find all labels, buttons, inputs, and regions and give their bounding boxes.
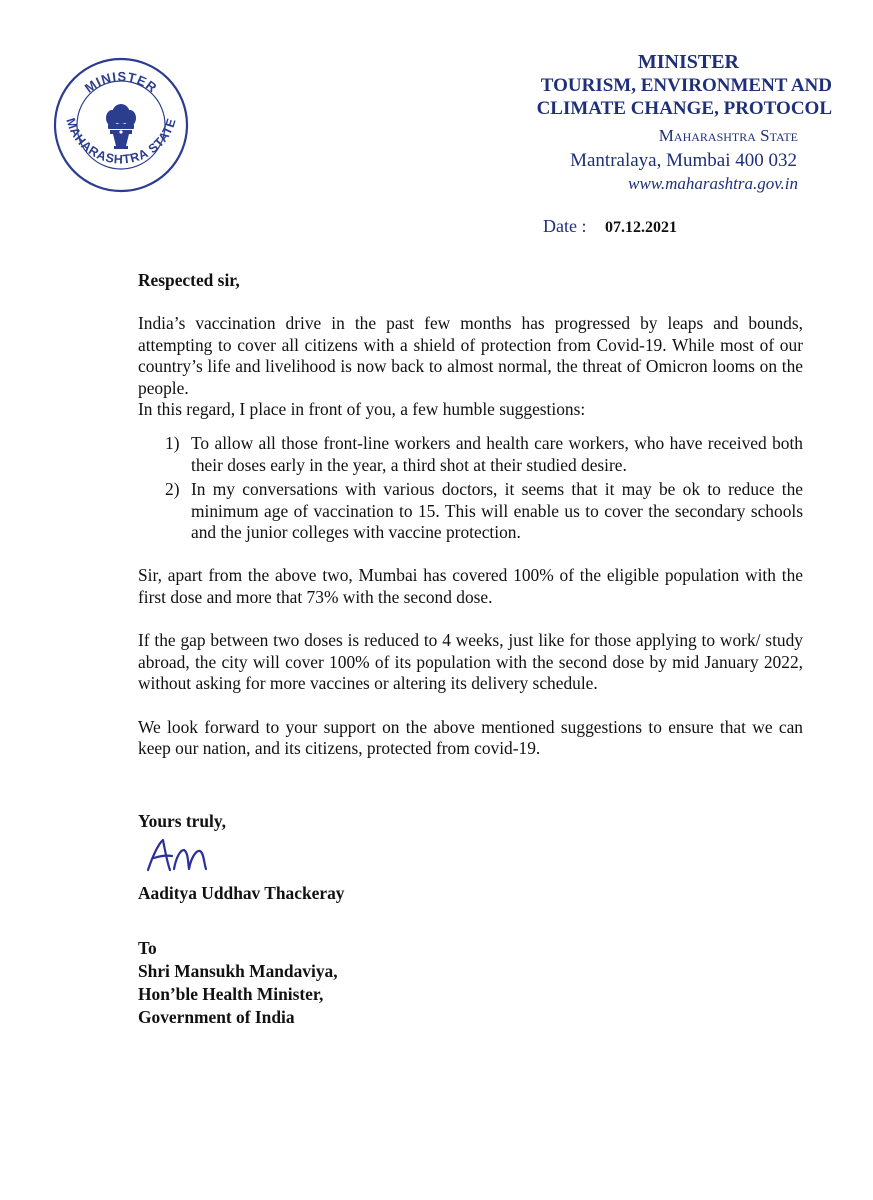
website: www.maharashtra.gov.in <box>628 174 798 193</box>
state-name: Maharashtra State <box>658 126 798 145</box>
lion-capital-icon <box>106 104 136 149</box>
closing-block <box>138 810 344 904</box>
paragraph-1: India’s vaccination drive in the past few months has progressed by leaps and bounds, attempting to cover all citizens with a shield of protection from Covid-19. While most of our country’s life and livelihood is now back to almost normal, the threat of Omicron looms on the people. <box>138 313 803 398</box>
recipient-title: Hon’ble Health Minister, <box>138 984 324 1004</box>
minister-seal <box>52 56 190 194</box>
date-row <box>543 215 677 239</box>
svg-text:MINISTER <box>82 69 160 96</box>
paragraph-3: Sir, apart from the above two, Mumbai has covered 100% of the eligible population with the first dose and more that 73% with the second dose. <box>138 565 803 607</box>
suggestions-list <box>138 433 803 543</box>
date-label: Date : <box>543 216 587 236</box>
signatory-name: Aaditya Uddhav Thackeray <box>138 883 345 903</box>
seal-text-bottom: MAHARASHTRA STATE <box>63 116 179 167</box>
office-address: Mantralaya, Mumbai 400 032 <box>570 150 797 171</box>
list-item <box>165 433 803 476</box>
list-item-number: 1) <box>165 433 180 454</box>
letterhead <box>472 50 832 195</box>
department-line-1: TOURISM, ENVIRONMENT AND <box>540 75 832 96</box>
recipient-to: To <box>138 938 157 958</box>
list-item-text: In my conversations with various doctors, it seems that it may be ok to reduce the minimum age of vaccination to 15. This will enable us to cover the secondary schools and the junior colleges with vaccine protection. <box>191 479 803 543</box>
list-item-text: To allow all those front-line workers and health care workers, who have received both their doses early in the year, a third shot at their studied desire. <box>191 433 803 475</box>
department-line-2: CLIMATE CHANGE, PROTOCOL <box>536 98 832 119</box>
seal-text-top: MINISTER <box>81 68 161 96</box>
recipient-name: Shri Mansukh Mandaviya, <box>138 961 338 981</box>
recipient-block <box>138 937 338 1029</box>
letter-body <box>138 270 803 759</box>
recipient-organization: Government of India <box>138 1007 295 1027</box>
salutation: Respected sir, <box>138 270 240 290</box>
seal-emblem-icon <box>52 56 190 194</box>
list-item <box>165 479 803 543</box>
paragraph-5: We look forward to your support on the above mentioned suggestions to ensure that we can keep our nation, and its citizens, protected from covid-19. <box>138 716 803 758</box>
paragraph-2: In this regard, I place in front of you, a few humble suggestions: <box>138 399 586 420</box>
date-value: 07.12.2021 <box>604 219 677 236</box>
list-item-number: 2) <box>165 479 180 500</box>
signature-icon <box>144 836 234 876</box>
paragraph-4: If the gap between two doses is reduced to 4 weeks, just like for those applying to work/ study abroad, the city will cover 100% of its population with the second dose by mid January 2022, without asking for more vaccines or altering its delivery schedule. <box>138 630 803 694</box>
valediction: Yours truly, <box>138 811 226 831</box>
letterhead-title: MINISTER <box>637 51 739 73</box>
